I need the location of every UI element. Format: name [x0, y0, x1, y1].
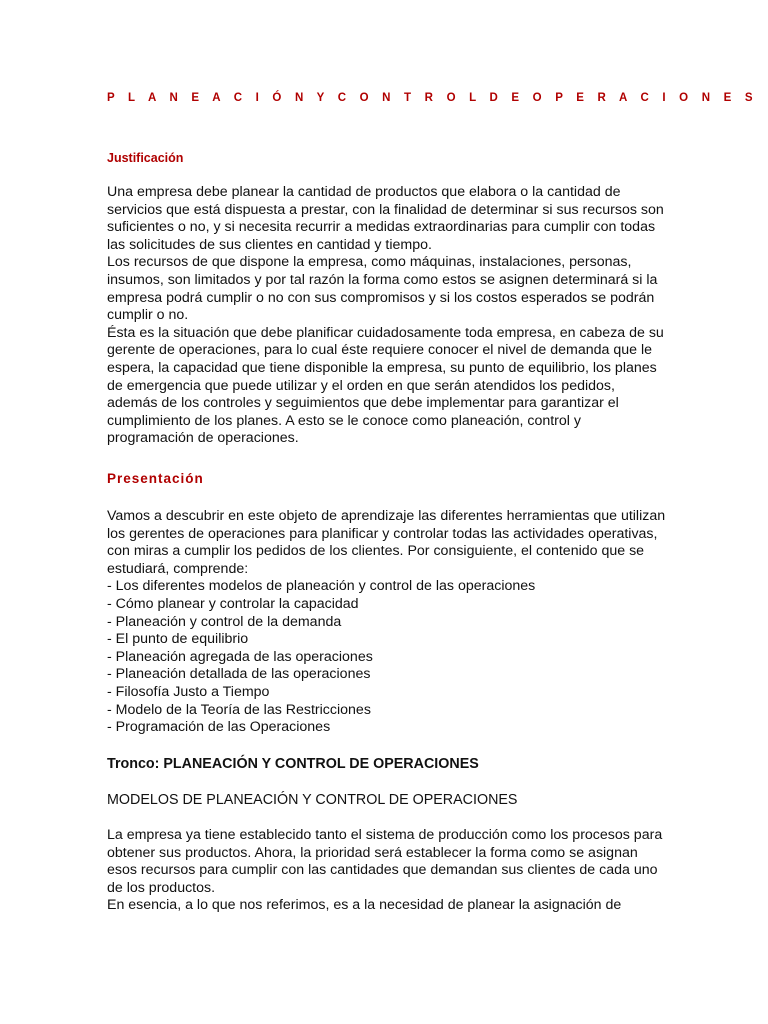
justificacion-heading: Justificación: [107, 151, 184, 165]
list-item: - Planeación agregada de las operaciones: [107, 648, 373, 665]
justificacion-body: [107, 184, 667, 448]
modelos-heading: MODELOS DE PLANEACIÓN Y CONTROL DE OPERACIONES: [107, 792, 518, 808]
content-list: [107, 578, 667, 736]
tronco-heading: Tronco: PLANEACIÓN Y CONTROL DE OPERACIONES: [107, 756, 479, 772]
list-item: - Modelo de la Teoría de las Restricciones: [107, 701, 371, 718]
presentacion-heading: Presentación: [107, 471, 204, 486]
modelos-body: [107, 827, 667, 915]
list-item: - Programación de las Operaciones: [107, 719, 331, 736]
list-item: - Filosofía Justo a Tiempo: [107, 683, 270, 700]
document-title: P L A N E A C I Ó N Y C O N T R O L D E O P E R A C I O N E S: [107, 92, 758, 104]
paragraph: Vamos a descubrir en este objeto de aprendizaje las diferentes herramientas que utilizan los gerentes de operaciones para planificar y controlar todas las actividades operativas, con miras a cumplir los pedidos de los clientes. Por consiguiente, el contenido que se estudiará, comprende:: [107, 508, 666, 577]
list-item: - Cómo planear y controlar la capacidad: [107, 595, 359, 612]
list-item: - El punto de equilibrio: [107, 631, 249, 648]
paragraph: La empresa ya tiene establecido tanto el sistema de producción como los procesos para obtener sus productos. Ahora, la prioridad será establecer la forma como se asignan esos recursos para cumplir con las cantidades que demandan sus clientes de cada uno de los productos.: [107, 827, 663, 896]
paragraph: Los recursos de que dispone la empresa, como máquinas, instalaciones, personas, insumos, son limitados y por tal razón la forma como estos se asignen determinará si la empresa podrá cumplir o no con sus compromisos y si los costos esperados se podrán cumplir o no.: [107, 254, 658, 324]
paragraph: Ésta es la situación que debe planificar cuidadosamente toda empresa, en cabeza de su gerente de operaciones, para lo cual éste requiere conocer el nivel de demanda que le espera, la capacidad que tiene disponible la empresa, su punto de equilibrio, los planes de emergencia que puede utilizar y el orden en que serán atendidos los pedidos, además de los controles y seguimientos que debe implementar para garantizar el cumplimiento de los planes. A esto se le conoce como planeación, control y programación de operaciones.: [107, 324, 664, 447]
list-item: - Planeación detallada de las operaciones: [107, 666, 371, 683]
paragraph: En esencia, a lo que nos referimos, es a la necesidad de planear la asignación de: [107, 897, 622, 914]
paragraph: Una empresa debe planear la cantidad de productos que elabora o la cantidad de servicios que está dispuesta a prestar, con la finalidad de determinar si sus recursos son suficientes o no, y si necesita recurrir a medidas extraordinarias para cumplir con todas las solicitudes de sus clientes en cantidad y tiempo.: [107, 184, 664, 253]
presentacion-body: [107, 508, 667, 737]
list-item: - Los diferentes modelos de planeación y control de las operaciones: [107, 578, 536, 595]
list-item: - Planeación y control de la demanda: [107, 613, 342, 630]
